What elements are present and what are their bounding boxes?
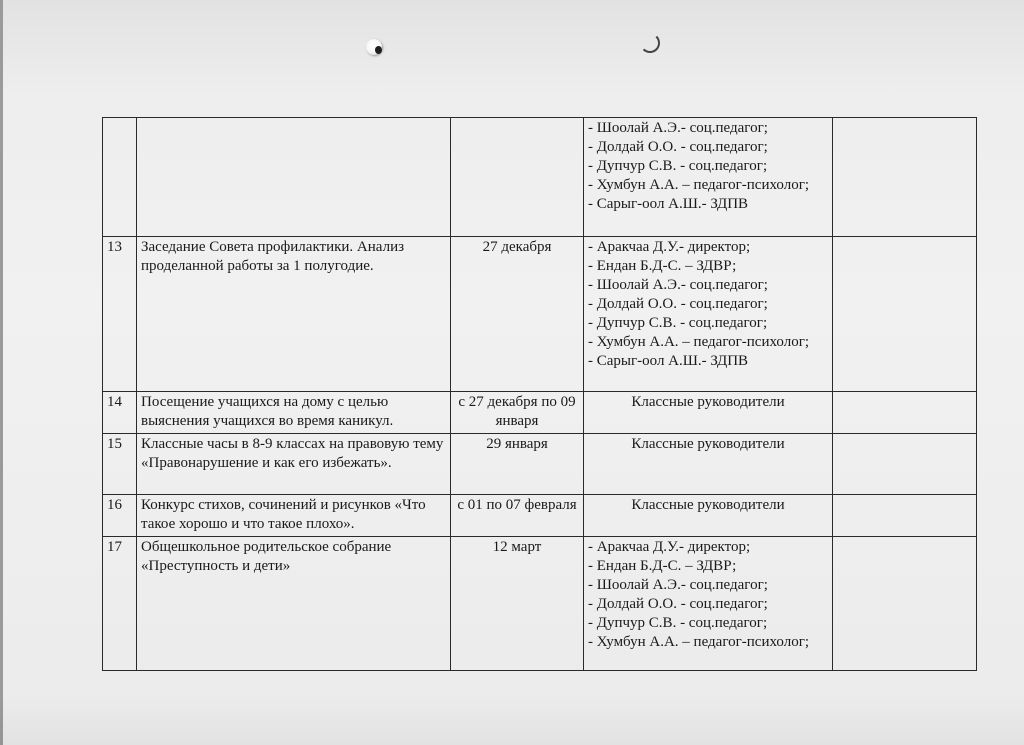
responsible-item: - Шоолай А.Э.- соц.педагог; <box>588 276 828 295</box>
row-number <box>103 118 137 237</box>
event-cell: Конкурс стихов, сочинений и рисунков «Что такое хорошо и что такое плохо». <box>137 495 451 537</box>
responsible-item: - Хумбун А.А. – педагог-психолог; <box>588 176 828 195</box>
event-cell: Посещение учащихся на дому с целью выяснения учащихся во время каникул. <box>137 392 451 434</box>
table-row <box>103 237 977 392</box>
responsible-item: - Хумбун А.А. – педагог-психолог; <box>588 633 828 652</box>
scan-top-margin <box>0 0 1024 95</box>
row-number: 17 <box>103 537 137 671</box>
event-cell: Общешкольное родительское собрание «Преступность и дети» <box>137 537 451 671</box>
note-cell <box>833 537 977 671</box>
responsible-item: - Долдай О.О. - соц.педагог; <box>588 295 828 314</box>
note-cell <box>833 118 977 237</box>
table-row <box>103 495 977 537</box>
date-cell: 12 март <box>451 537 584 671</box>
responsible-item: - Сарыг-оол А.Ш.- ЗДПВ <box>588 352 828 371</box>
responsible-cell: Классные руководители <box>584 495 833 537</box>
responsible-cell: Классные руководители <box>584 434 833 495</box>
date-cell: с 01 по 07 февраля <box>451 495 584 537</box>
event-cell: Классные часы в 8-9 классах на правовую тему «Правонарушение и как его избежать». <box>137 434 451 495</box>
responsible-item: - Аракчаа Д.У.- директор; <box>588 538 828 557</box>
responsible-item: - Шоолай А.Э.- соц.педагог; <box>588 576 828 595</box>
date-cell <box>451 118 584 237</box>
note-cell <box>833 392 977 434</box>
responsible-item: - Сарыг-оол А.Ш.- ЗДПВ <box>588 195 828 214</box>
row-number: 13 <box>103 237 137 392</box>
row-number: 16 <box>103 495 137 537</box>
responsible-item: - Дупчур С.В. - соц.педагог; <box>588 614 828 633</box>
responsible-item: - Аракчаа Д.У.- директор; <box>588 238 828 257</box>
scan-left-edge <box>0 0 3 745</box>
note-cell <box>833 434 977 495</box>
event-cell: Заседание Совета профилактики. Анализ проделанной работы за 1 полугодие. <box>137 237 451 392</box>
table-row <box>103 434 977 495</box>
responsible-item: - Хумбун А.А. – педагог-психолог; <box>588 333 828 352</box>
responsible-item: - Шоолай А.Э.- соц.педагог; <box>588 119 828 138</box>
responsible-item: - Долдай О.О. - соц.педагог; <box>588 595 828 614</box>
date-cell: с 27 декабря по 09 января <box>451 392 584 434</box>
scan-bottom-shade <box>0 695 1024 745</box>
note-cell <box>833 495 977 537</box>
activity-plan-table <box>102 117 977 671</box>
responsible-item: - Дупчур С.В. - соц.педагог; <box>588 157 828 176</box>
responsible-item: - Ендан Б.Д-С. – ЗДВР; <box>588 257 828 276</box>
responsible-cell <box>584 537 833 671</box>
event-cell <box>137 118 451 237</box>
row-number: 15 <box>103 434 137 495</box>
table-row <box>103 118 977 237</box>
table-row <box>103 392 977 434</box>
responsible-item: - Дупчур С.В. - соц.педагог; <box>588 314 828 333</box>
punch-hole-left <box>366 39 382 55</box>
note-cell <box>833 237 977 392</box>
responsible-cell <box>584 237 833 392</box>
responsible-cell: Классные руководители <box>584 392 833 434</box>
responsible-item: - Долдай О.О. - соц.педагог; <box>588 138 828 157</box>
date-cell: 29 января <box>451 434 584 495</box>
table-row <box>103 537 977 671</box>
responsible-cell <box>584 118 833 237</box>
date-cell: 27 декабря <box>451 237 584 392</box>
row-number: 14 <box>103 392 137 434</box>
responsible-item: - Ендан Б.Д-С. – ЗДВР; <box>588 557 828 576</box>
punch-hole-right <box>640 33 660 53</box>
